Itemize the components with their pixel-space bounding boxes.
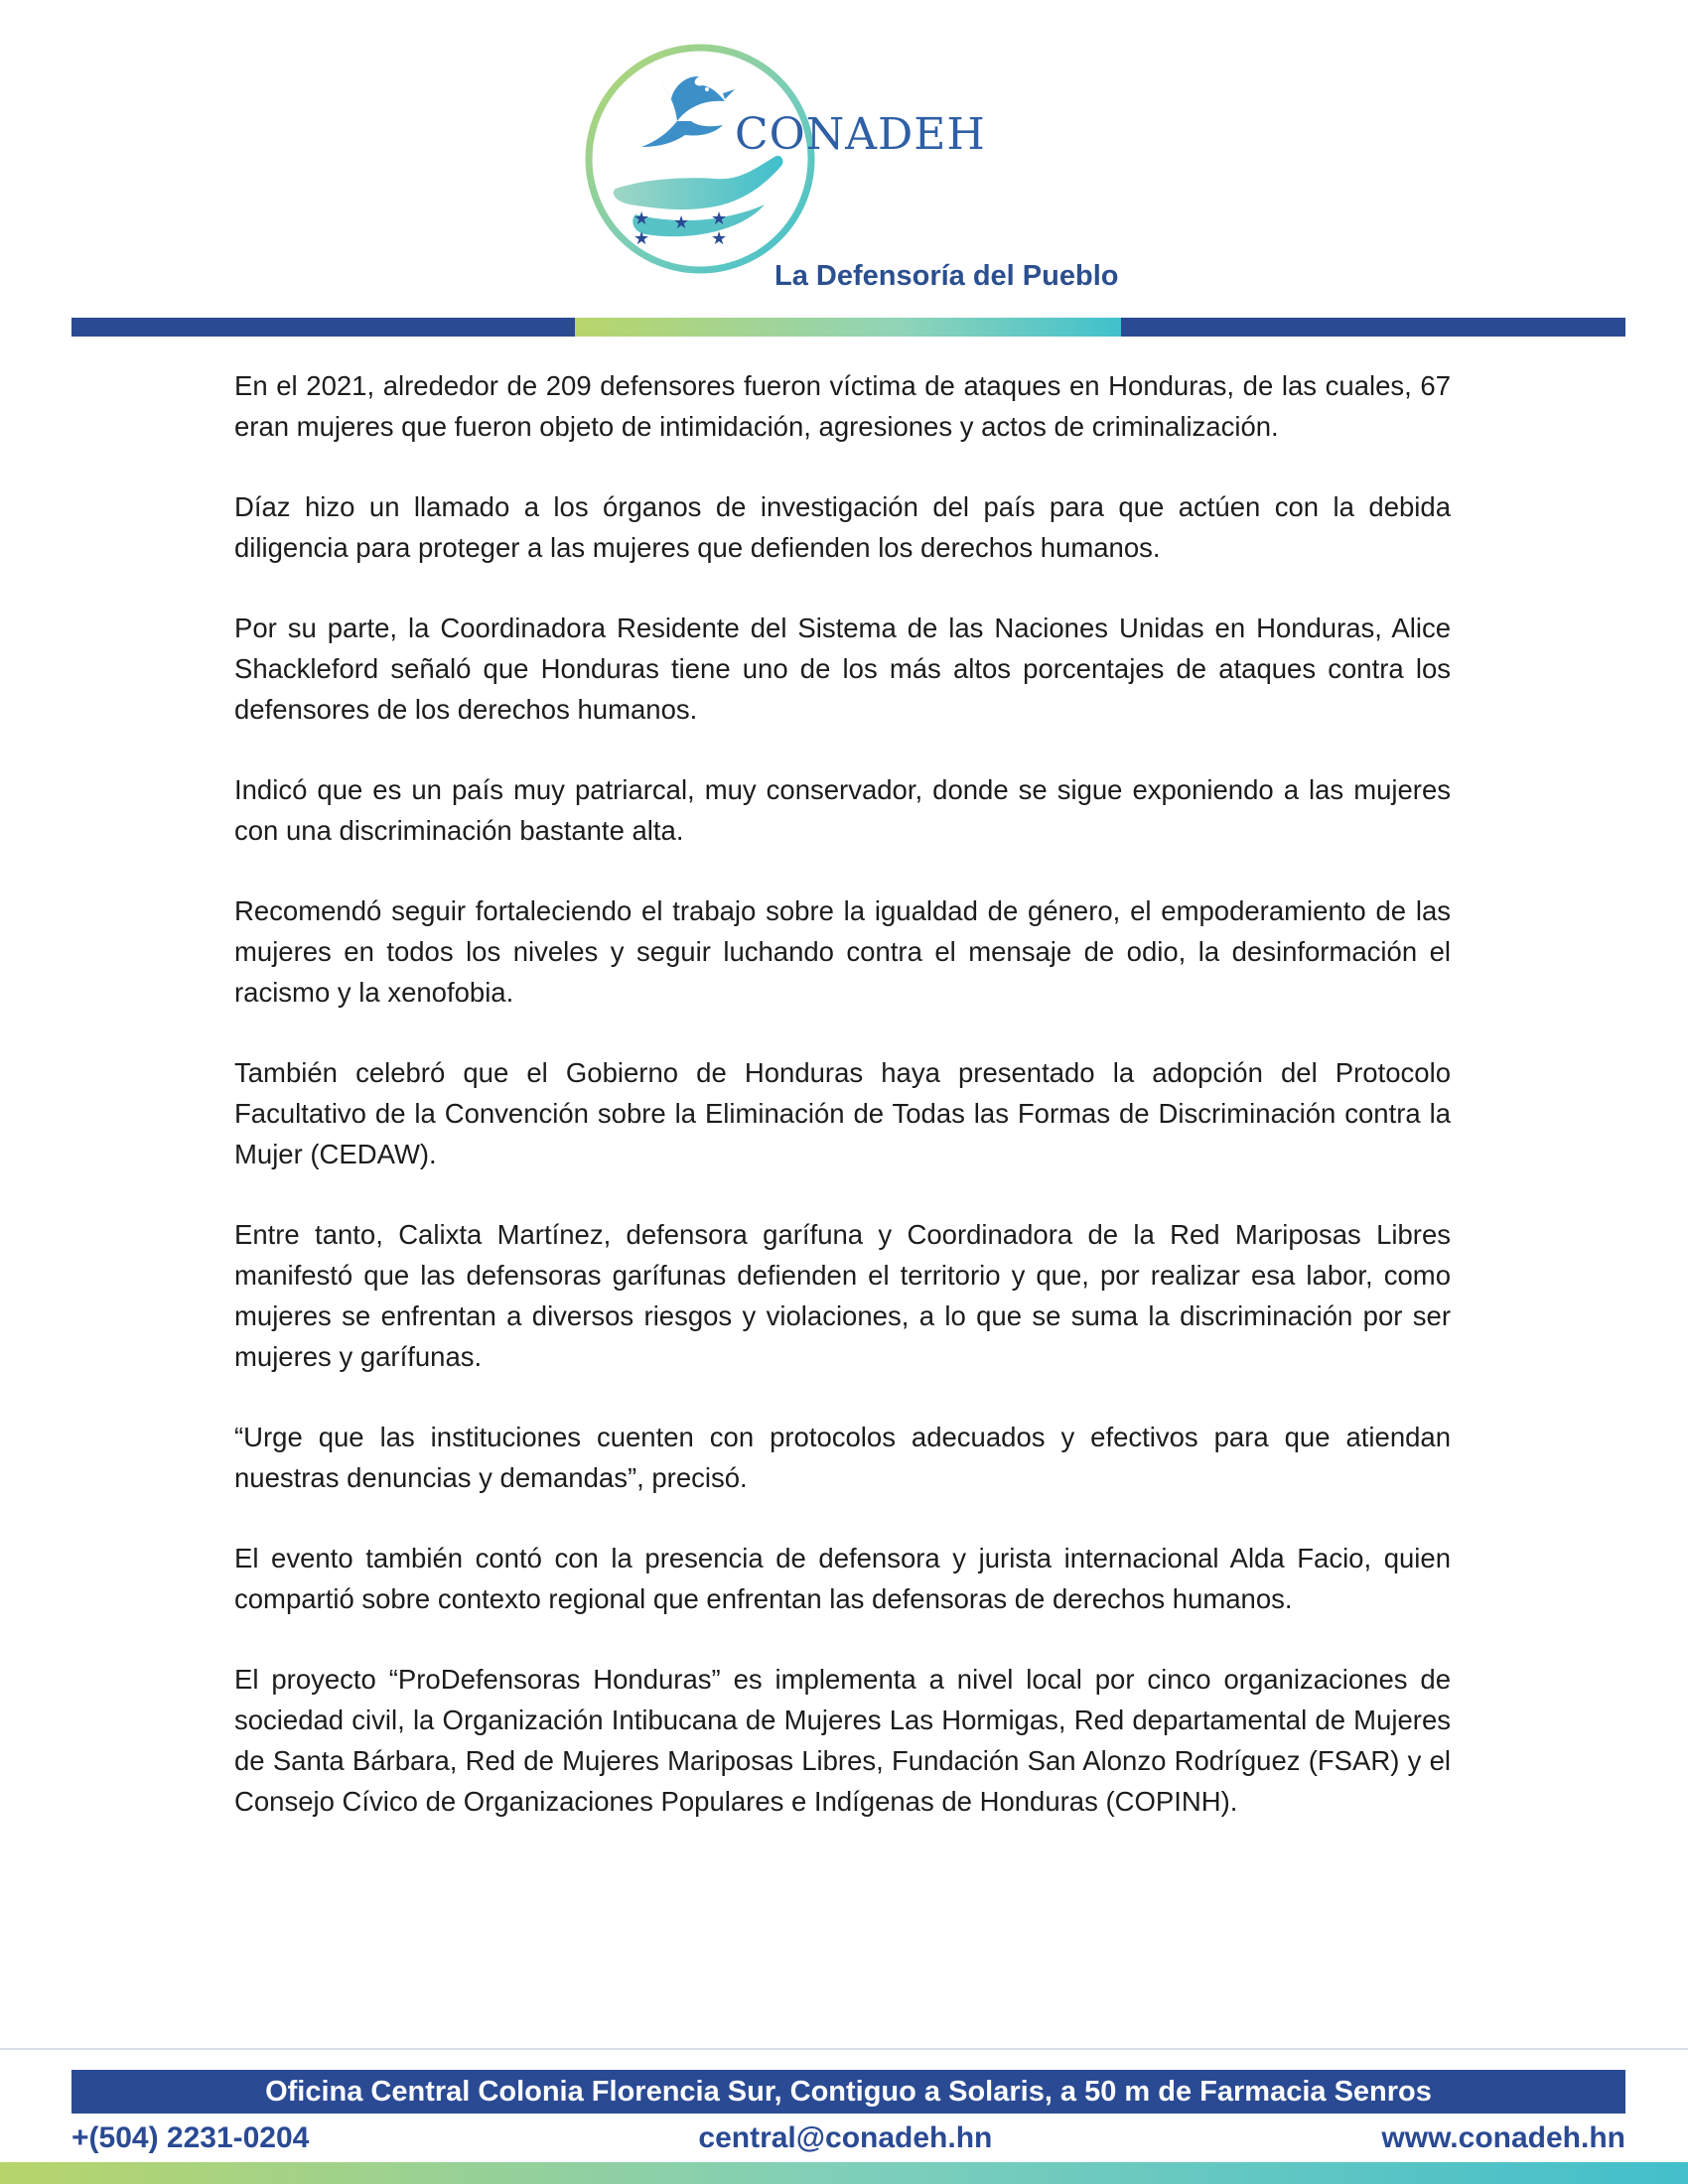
- paragraph: Díaz hizo un llamado a los órganos de investigación del país para que actúen con la debida diligencia para proteger a las mujeres que defienden los derechos humanos.: [234, 491, 1451, 563]
- svg-text:★: ★: [673, 212, 690, 233]
- band-segment-middle: [575, 318, 1121, 337]
- paragraph: El proyecto “ProDefensoras Honduras” es implementa a nivel local por cinco organizaciones de sociedad civil, la Organización Intibucana de Mujeres Las Hormigas, Red departamental de Mujeres de Santa Bárbara, Red de Mujeres Mariposas Libres, Fundación San Alonzo Rodríguez (FSAR) y el Consejo Cívico de Organizaciones Populares e Indígenas de Honduras (COPINH).: [234, 1664, 1451, 1817]
- footer-address: Oficina Central Colonia Florencia Sur, Contiguo a Solaris, a 50 m de Farmacia Senros: [265, 2075, 1432, 2108]
- svg-text:★: ★: [711, 228, 728, 249]
- footer-address-bar: [71, 2070, 1625, 2114]
- footer-phone: +(504) 2231-0204: [71, 2121, 310, 2154]
- paragraph: También celebró que el Gobierno de Honduras haya presentado la adopción del Protocolo Facultativo de la Convención sobre la Eliminación de Todas las Formas de Discriminación contra la Mujer (CEDAW).: [234, 1057, 1451, 1169]
- dove-icon: [641, 69, 735, 147]
- paragraph: El evento también contó con la presencia de defensora y jurista internacional Alda Facio, quien compartió sobre contexto regional que enfrentan las defensoras de derechos humanos.: [234, 1543, 1451, 1614]
- logo-tagline: La Defensoría del Pueblo: [774, 260, 1119, 292]
- paragraph: Entre tanto, Calixta Martínez, defensora garífuna y Coordinadora de la Red Mariposas Libres manifestó que las defensoras garífunas defienden el territorio y que, por realizar esa labor, como mujeres se enfrentan a diversos riesgos y violaciones, a lo que se suma la discriminación por ser mujeres y garífunas.: [234, 1219, 1451, 1372]
- footer-divider: [0, 2048, 1688, 2050]
- logo-name: CONADEH: [735, 109, 986, 160]
- paragraph: Indicó que es un país muy patriarcal, muy conservador, donde se sigue exponiendo a las mujeres con una discriminación bastante alta.: [234, 774, 1451, 846]
- paragraph: Por su parte, la Coordinadora Residente del Sistema de las Naciones Unidas en Honduras, Alice Shackleford señaló que Honduras tiene uno de los más altos porcentajes de ataques contra los defensores de los derechos humanos.: [234, 613, 1451, 725]
- svg-text:★: ★: [633, 228, 650, 249]
- header-divider-band: [71, 318, 1625, 337]
- paragraph: En el 2021, alrededor de 209 defensores fueron víctima de ataques en Honduras, de las cuales, 67 eran mujeres que fueron objeto de intimidación, agresiones y actos de criminalización.: [234, 370, 1451, 442]
- stars-icon: [633, 208, 727, 249]
- hand-icon: [614, 156, 783, 209]
- band-segment-left: [71, 318, 575, 337]
- footer-contacts: [71, 2115, 1625, 2162]
- band-segment-right: [1121, 318, 1625, 337]
- footer-email[interactable]: central@conadeh.hn: [698, 2121, 993, 2154]
- svg-text:★: ★: [711, 208, 728, 229]
- footer-website[interactable]: www.conadeh.hn: [1381, 2121, 1625, 2154]
- paragraph: “Urge que las instituciones cuenten con protocolos adecuados y efectivos para que atiendan nuestras denuncias y demandas”, precisó.: [234, 1422, 1451, 1493]
- article-body: [234, 365, 1451, 1861]
- svg-text:★: ★: [633, 208, 650, 229]
- footer-color-stripe: [0, 2162, 1688, 2184]
- conadeh-logo: [576, 30, 1172, 308]
- paragraph: Recomendó seguir fortaleciendo el trabajo sobre la igualdad de género, el empoderamiento de las mujeres en todos los niveles y seguir luchando contra el mensaje de odio, la desinformación el racismo y la xenofobia.: [234, 895, 1451, 1008]
